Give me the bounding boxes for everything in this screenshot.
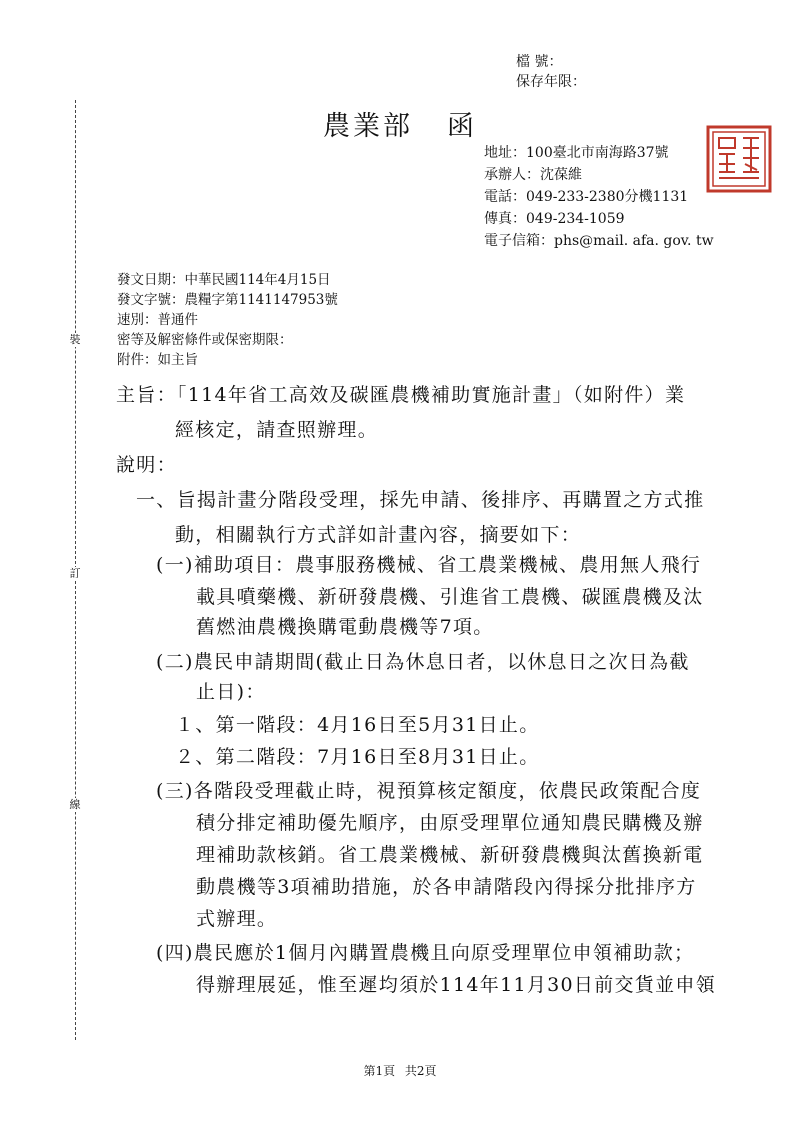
page-number: 第1頁 共2頁	[363, 1064, 437, 1078]
security-level: 密等及解密條件或保密期限：	[117, 332, 293, 348]
address: 地址：100臺北市南海路37號	[484, 145, 669, 161]
archive-info	[516, 52, 586, 92]
attachment: 附件：如主旨	[117, 352, 198, 368]
issuer-name: 農業部	[323, 111, 413, 142]
fax: 傳真：049-234-1059	[484, 211, 625, 227]
sub-item-1-line-2: 載具噴藥機、新研發農機、引進省工農機、碳匯農機及汰	[196, 586, 704, 608]
handler: 承辦人：沈葆維	[484, 167, 582, 183]
sub-item-3-line-3: 理補助款核銷。省工農業機械、新研發農機與汰舊換新電	[196, 844, 704, 866]
explanation-label: 說明：	[116, 454, 177, 476]
sub-item-3-line-5: 式辦理。	[196, 908, 278, 930]
binding-mark-xian: 線	[69, 798, 81, 811]
sub-item-4-line-2: 得辦理展延，惟至遲均須於114年11月30日前交貨並申領	[196, 974, 717, 996]
reference-number: 發文字號：農糧字第1141147953號	[117, 292, 338, 308]
phase-2: ２、第二階段：7月16日至8月31日止。	[175, 746, 540, 768]
document-meta	[117, 270, 338, 370]
official-seal-icon	[705, 124, 773, 194]
file-number-label: 檔 號：	[516, 54, 563, 70]
sub-item-2-line-2: 止日)：	[196, 681, 266, 703]
sub-item-2-line-1: (二)農民申請期間(截止日為休息日者，以休息日之次日為截	[156, 651, 690, 673]
document-title	[0, 104, 800, 143]
subject-line-2: 經核定，請查照辦理。	[175, 419, 379, 441]
sub-item-3-line-2: 積分排定補助優先順序，由原受理單位通知農民購機及辦	[196, 812, 704, 834]
sub-item-3-line-1: (三)各階段受理截止時，視預算核定額度，依農民政策配合度	[156, 780, 702, 802]
phone: 電話：049-233-2380分機1131	[484, 189, 689, 205]
sub-item-4-line-1: (四)農民應於1個月內購置農機且向原受理單位申領補助款；	[156, 942, 695, 964]
phase-1: １、第一階段：4月16日至5月31日止。	[175, 714, 540, 736]
delivery-speed: 速別：普通件	[117, 312, 198, 328]
subject-line-1: 主旨：「114年省工高效及碳匯農機補助實施計畫」（如附件）業	[116, 384, 686, 406]
item-1-line-1: 一、旨揭計畫分階段受理，採先申請、後排序、再購置之方式推	[136, 489, 705, 511]
binding-mark-zhuang: 裝	[69, 333, 81, 346]
document-type: 函	[447, 111, 477, 142]
item-1-line-2: 動，相關執行方式詳如計畫內容，摘要如下：	[175, 524, 582, 546]
contact-info	[484, 142, 714, 252]
issue-date: 發文日期：中華民國114年4月15日	[117, 272, 331, 288]
email: 電子信箱：phs@mail. afa. gov. tw	[484, 233, 714, 249]
sub-item-1-line-3: 舊燃油農機換購電動農機等7項。	[196, 616, 494, 638]
binding-mark-ding: 訂	[69, 567, 81, 580]
sub-item-3-line-4: 動農機等3項補助措施，於各申請階段內得採分批排序方	[196, 876, 697, 898]
sub-item-1-line-1: (一)補助項目：農事服務機械、省工農業機械、農用無人飛行	[156, 554, 702, 576]
retention-period-label: 保存年限：	[516, 74, 586, 90]
